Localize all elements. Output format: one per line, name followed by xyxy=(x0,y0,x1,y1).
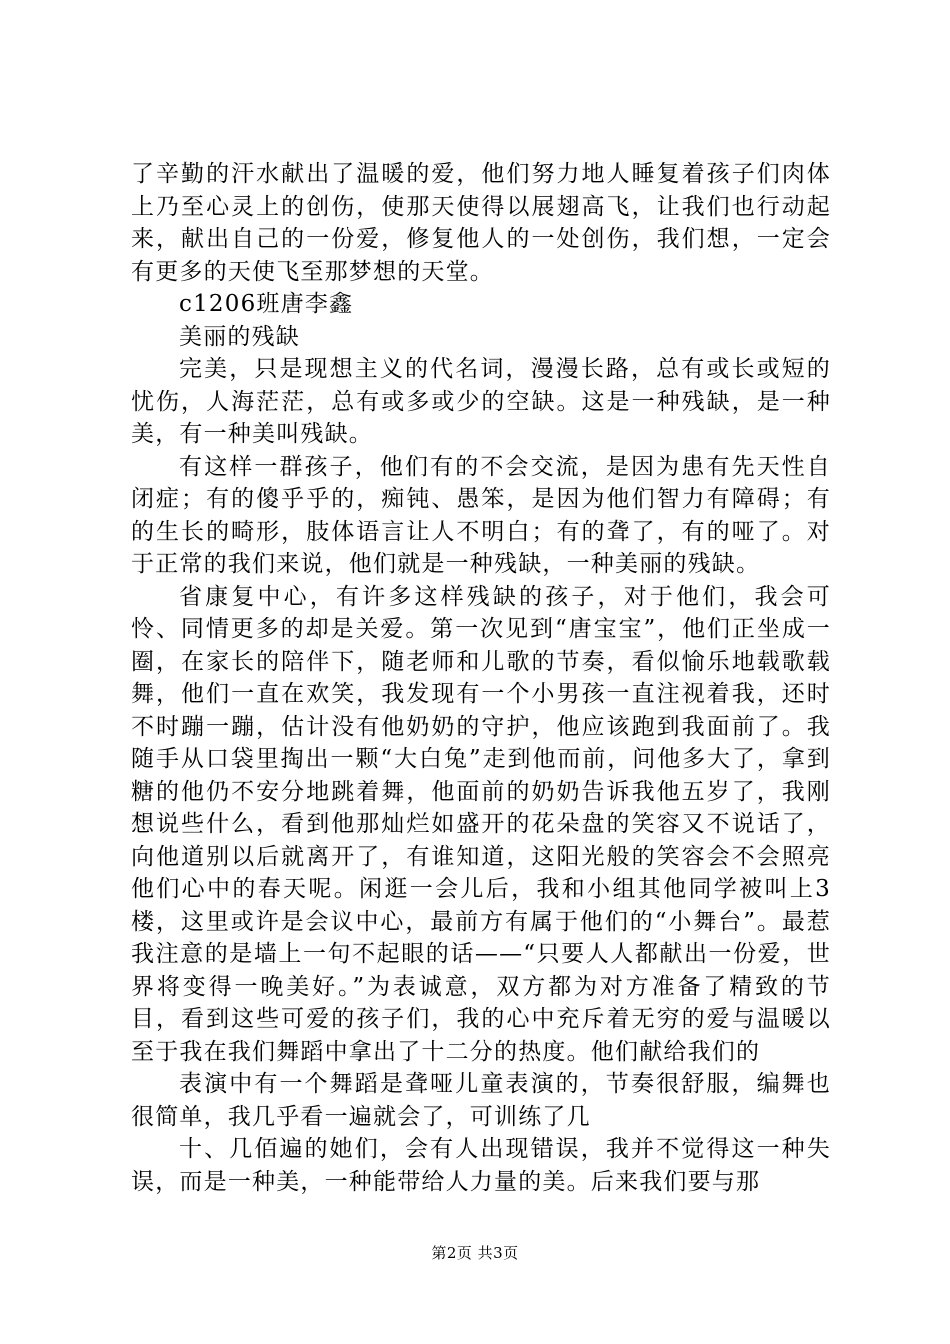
document-body xyxy=(131,158,831,1198)
paragraph-mistakes: 十、几佰遍的她们，会有人出现错误，我并不觉得这一种失误，而是一种美，一种能带给人力量的美。后来我们要与那 xyxy=(131,1136,831,1195)
paragraph-children: 有这样一群孩子，他们有的不会交流，是因为患有先天性自闭症；有的傻乎乎的，痴钝、愚笨，是因为他们智力有障碍；有的生长的畸形，肢体语言让人不明白；有的聋了，有的哑了。对于正常的我们来说，他们就是一种残缺，一种美丽的残缺。 xyxy=(131,453,831,577)
author-line: c1206班唐李鑫 xyxy=(179,291,354,317)
paragraph-continuation: 了辛勤的汗水献出了温暖的爱，他们努力地人睡复着孩子们肉体上乃至心灵上的创伤，使那天使得以展翅高飞，让我们也行动起来，献出自己的一份爱，修复他人的一处创伤，我们想，一定会有更多的天使飞至那梦想的天堂。 xyxy=(131,161,831,285)
paragraph-intro: 完美，只是现想主义的代名词，漫漫长路，总有或长或短的忧伤，人海茫茫，总有或多或少的空缺。这是一种残缺，是一种美，有一种美叫残缺。 xyxy=(131,356,831,447)
paragraph-rehab-center: 省康复中心，有许多这样残缺的孩子，对于他们，我会可怜、同情更多的却是关爱。第一次见到“唐宝宝”，他们正坐成一圈，在家长的陪伴下，随老师和儿歌的节奏，看似愉乐地载歌载舞，他们一直在欢笑，我发现有一个小男孩一直注视着我，还时不时蹦一蹦，估计没有他奶奶的守护，他应该跑到我面前了。我随手从口袋里掏出一颗“大白兔”走到他而前，问他多大了，拿到糖的他仍不安分地跳着舞，他面前的奶奶告诉我他五岁了，我刚想说些什么，看到他那灿烂如盛开的花朵盘的笑容又不说话了，向他道别以后就离开了，有谁知道，这阳光般的笑容会不会照亮他们心中的春天呢。闲逛一会儿后，我和小组其他同学被叫上3楼，这里或许是会议中心，最前方有属于他们的“小舞台”。最惹我注意的是墙上一句不起眼的话——“只要人人都献出一份爱，世界将变得一晚美好。”为表诚意，双方都为对方准备了精致的节目，看到这些可爱的孩子们，我的心中充斥着无穷的爱与温暖以至于我在我们舞蹈中拿出了十二分的热度。他们献给我们的 xyxy=(131,583,831,1065)
page-number-footer: 第2页 共3页 xyxy=(431,1244,519,1262)
paragraph-dance: 表演中有一个舞蹈是聋哑儿童表演的，节奏很舒服，编舞也很简单，我几乎看一遍就会了，可训练了几 xyxy=(131,1071,831,1130)
essay-title: 美丽的残缺 xyxy=(179,323,300,350)
